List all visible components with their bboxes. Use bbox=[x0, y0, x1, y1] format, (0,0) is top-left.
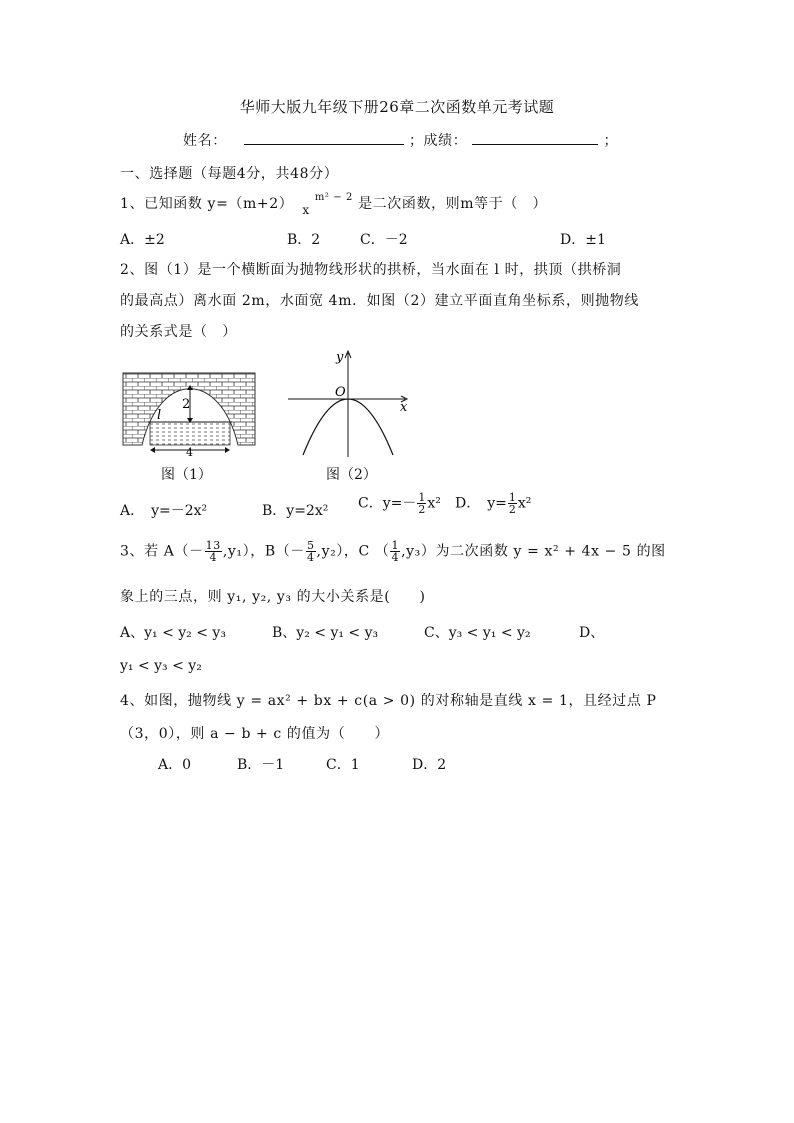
line-end: ； bbox=[603, 133, 619, 149]
parabola-figure bbox=[285, 345, 415, 460]
q1-stem-a: 1、已知函数 y=（m+2） bbox=[120, 196, 294, 212]
q3-option-c[interactable]: C、y₃ < y₁ < y₂ bbox=[424, 625, 531, 641]
q1-option-d[interactable]: D．±1 bbox=[560, 232, 606, 248]
q3-option-d-value: y₁ < y₃ < y₂ bbox=[120, 658, 202, 674]
q2-d-prefix: D． y= bbox=[455, 495, 507, 512]
score-field[interactable] bbox=[472, 130, 598, 145]
q3-option-d[interactable]: D、 bbox=[579, 625, 605, 641]
q1-exponent: m² − 2 bbox=[314, 192, 354, 203]
q4-option-c[interactable]: C．1 bbox=[326, 757, 360, 773]
water-label: l bbox=[157, 408, 162, 423]
y-label: y bbox=[336, 350, 344, 365]
q1-option-b[interactable]: B．2 bbox=[287, 232, 321, 248]
q2-c-denominator: 2 bbox=[418, 503, 426, 516]
q2-option-b[interactable]: B．y=2x² bbox=[262, 503, 329, 519]
name-field[interactable] bbox=[244, 130, 404, 145]
water-area bbox=[150, 422, 230, 445]
q3-c-numerator: 1 bbox=[391, 539, 400, 552]
origin-label: O bbox=[335, 385, 346, 400]
q2-c-prefix: C．y=－ bbox=[358, 495, 417, 512]
q2-d-numerator: 1 bbox=[508, 491, 516, 504]
height-label: 2 bbox=[182, 397, 191, 412]
q1-x: x bbox=[302, 203, 310, 217]
name-label: 姓名： bbox=[183, 133, 227, 149]
q4-option-b[interactable]: B．－1 bbox=[237, 757, 285, 773]
q2-c-suffix: x² bbox=[427, 495, 441, 512]
q2-option-a[interactable]: A． y=－2x² bbox=[120, 503, 208, 519]
page-title: 华师大版九年级下册26章二次函数单元考试题 bbox=[239, 98, 555, 116]
q4-line-2: （3，0），则 a − b + c 的值为（ ） bbox=[120, 726, 390, 742]
q1-stem-b: 是二次函数，则m等于（ ） bbox=[358, 196, 548, 212]
q3-text-4: ,y₃）为二次函数 y = x² + 4x − 5 的图 bbox=[401, 543, 666, 560]
name-score-line bbox=[183, 130, 618, 150]
q3-text-3: ,y₂），C （ bbox=[316, 543, 390, 560]
q4-option-a[interactable]: A．0 bbox=[158, 757, 192, 773]
figure-2-caption: 图（2） bbox=[326, 467, 377, 483]
q3-b-denominator: 4 bbox=[306, 551, 315, 564]
q3-text-2: ,y₁），B（－ bbox=[222, 543, 305, 560]
q1-option-c[interactable]: C．－2 bbox=[360, 232, 408, 248]
q2-line-3: 的关系式是（ ） bbox=[120, 324, 237, 340]
q2-c-numerator: 1 bbox=[418, 491, 426, 504]
q3-option-a[interactable]: A、y₁ < y₂ < y₃ bbox=[120, 625, 226, 641]
bridge-figure bbox=[120, 370, 260, 458]
score-label: ；成绩： bbox=[408, 133, 468, 149]
question-1-stem bbox=[120, 192, 548, 217]
q3-option-b[interactable]: B、y₂ < y₁ < y₃ bbox=[272, 625, 379, 641]
width-label: 4 bbox=[186, 446, 193, 458]
q3-text-1: 3、若 A（－ bbox=[120, 543, 204, 560]
q2-d-denominator: 2 bbox=[508, 503, 516, 516]
x-label: x bbox=[400, 400, 408, 415]
figure-1-caption: 图（1） bbox=[161, 467, 212, 483]
q3-a-numerator: 13 bbox=[205, 539, 221, 552]
q1-option-a[interactable]: A．±2 bbox=[120, 232, 165, 248]
q2-option-d[interactable] bbox=[455, 492, 531, 515]
section-heading: 一、选择题（每题4分，共48分） bbox=[120, 166, 339, 182]
q2-line-2: 的最高点）离水面 2m，水面宽 4m．如图（2）建立平面直角坐标系，则抛物线 bbox=[120, 293, 639, 309]
q2-d-suffix: x² bbox=[517, 495, 532, 512]
q3-b-numerator: 5 bbox=[306, 539, 315, 552]
q3-c-denominator: 4 bbox=[391, 551, 400, 564]
q3-a-denominator: 4 bbox=[209, 551, 218, 564]
q2-option-c[interactable] bbox=[358, 492, 441, 515]
q3-line-1 bbox=[120, 540, 666, 563]
q4-option-d[interactable]: D．2 bbox=[412, 757, 447, 773]
q4-line-1: 4、如图，抛物线 y = ax² + bx + c(a > 0) 的对称轴是直线 x = 1，且经过点 P bbox=[120, 693, 657, 709]
q2-line-1: 2、图（1）是一个横断面为抛物线形状的拱桥，当水面在 l 时，拱顶（拱桥洞 bbox=[120, 262, 622, 278]
q3-line-2: 象上的三点，则 y₁, y₂, y₃ 的大小关系是( ) bbox=[120, 589, 426, 605]
